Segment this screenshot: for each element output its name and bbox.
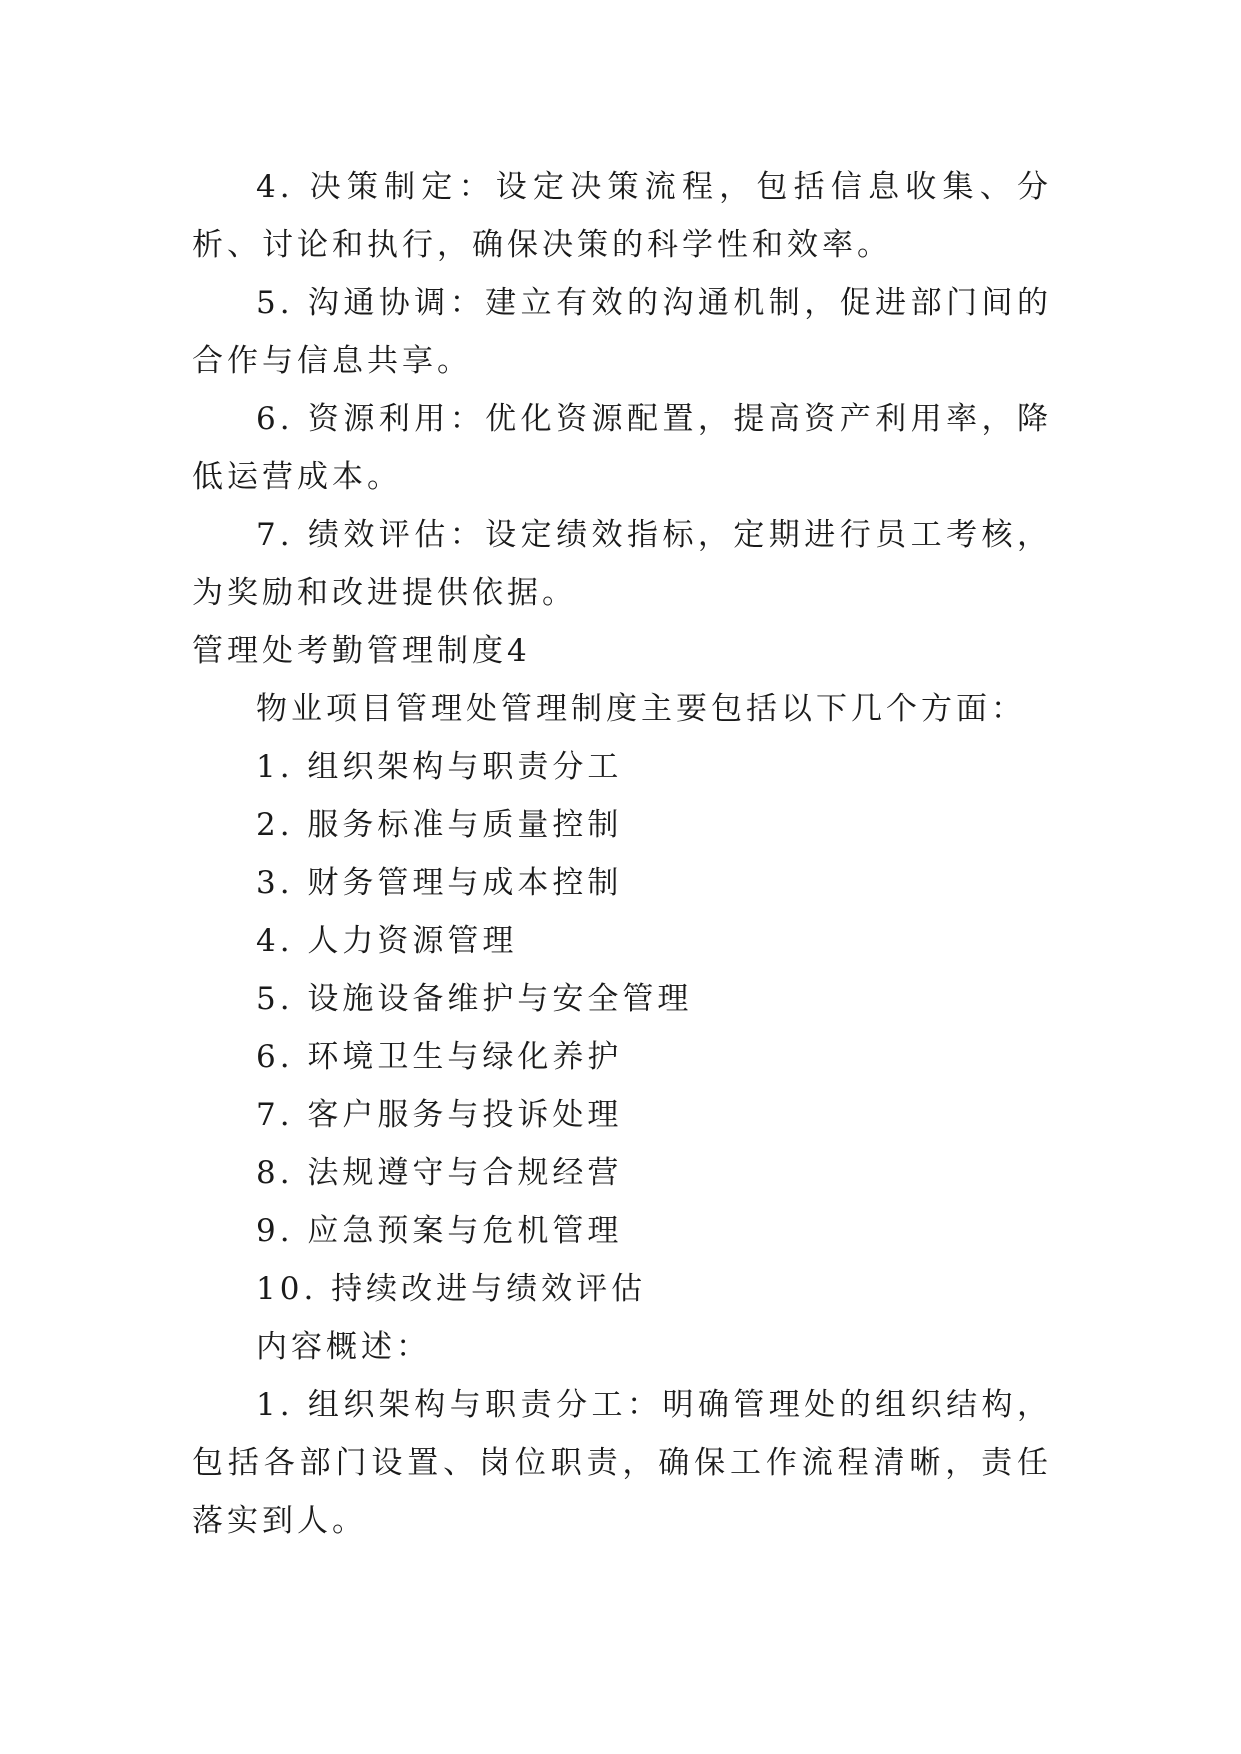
paragraph-resource-use: 6. 资源利用：优化资源配置，提高资产利用率，降低运营成本。 xyxy=(192,401,1052,495)
list-item: 5. 设施设备维护与安全管理 xyxy=(256,981,693,1017)
overview-label: 内容概述： xyxy=(256,1329,431,1365)
overview-paragraph: 1. 组织架构与职责分工：明确管理处的组织结构，包括各部门设置、岗位职责，确保工作流程清晰，责任落实到人。 xyxy=(192,1387,1052,1539)
list-item: 1. 组织架构与职责分工 xyxy=(256,749,623,785)
document-body xyxy=(192,158,1052,1550)
list-item: 10. 持续改进与绩效评估 xyxy=(256,1271,647,1307)
paragraph-performance: 7. 绩效评估：设定绩效指标，定期进行员工考核，为奖励和改进提供依据。 xyxy=(192,517,1052,611)
list-item: 2. 服务标准与质量控制 xyxy=(256,807,623,843)
paragraph-decision-making: 4. 决策制定：设定决策流程，包括信息收集、分析、讨论和执行，确保决策的科学性和效率。 xyxy=(192,169,1052,263)
list-item: 9. 应急预案与危机管理 xyxy=(256,1213,623,1249)
list-item: 8. 法规遵守与合规经营 xyxy=(256,1155,623,1191)
list-item: 7. 客户服务与投诉处理 xyxy=(256,1097,623,1133)
list-item: 3. 财务管理与成本控制 xyxy=(256,865,623,901)
intro-paragraph: 物业项目管理处管理制度主要包括以下几个方面： xyxy=(256,691,1026,727)
section-title: 管理处考勤管理制度4 xyxy=(192,633,531,669)
paragraph-communication: 5. 沟通协调：建立有效的沟通机制，促进部门间的合作与信息共享。 xyxy=(192,285,1052,379)
list-item: 6. 环境卫生与绿化养护 xyxy=(256,1039,623,1075)
list-item: 4. 人力资源管理 xyxy=(256,923,518,959)
